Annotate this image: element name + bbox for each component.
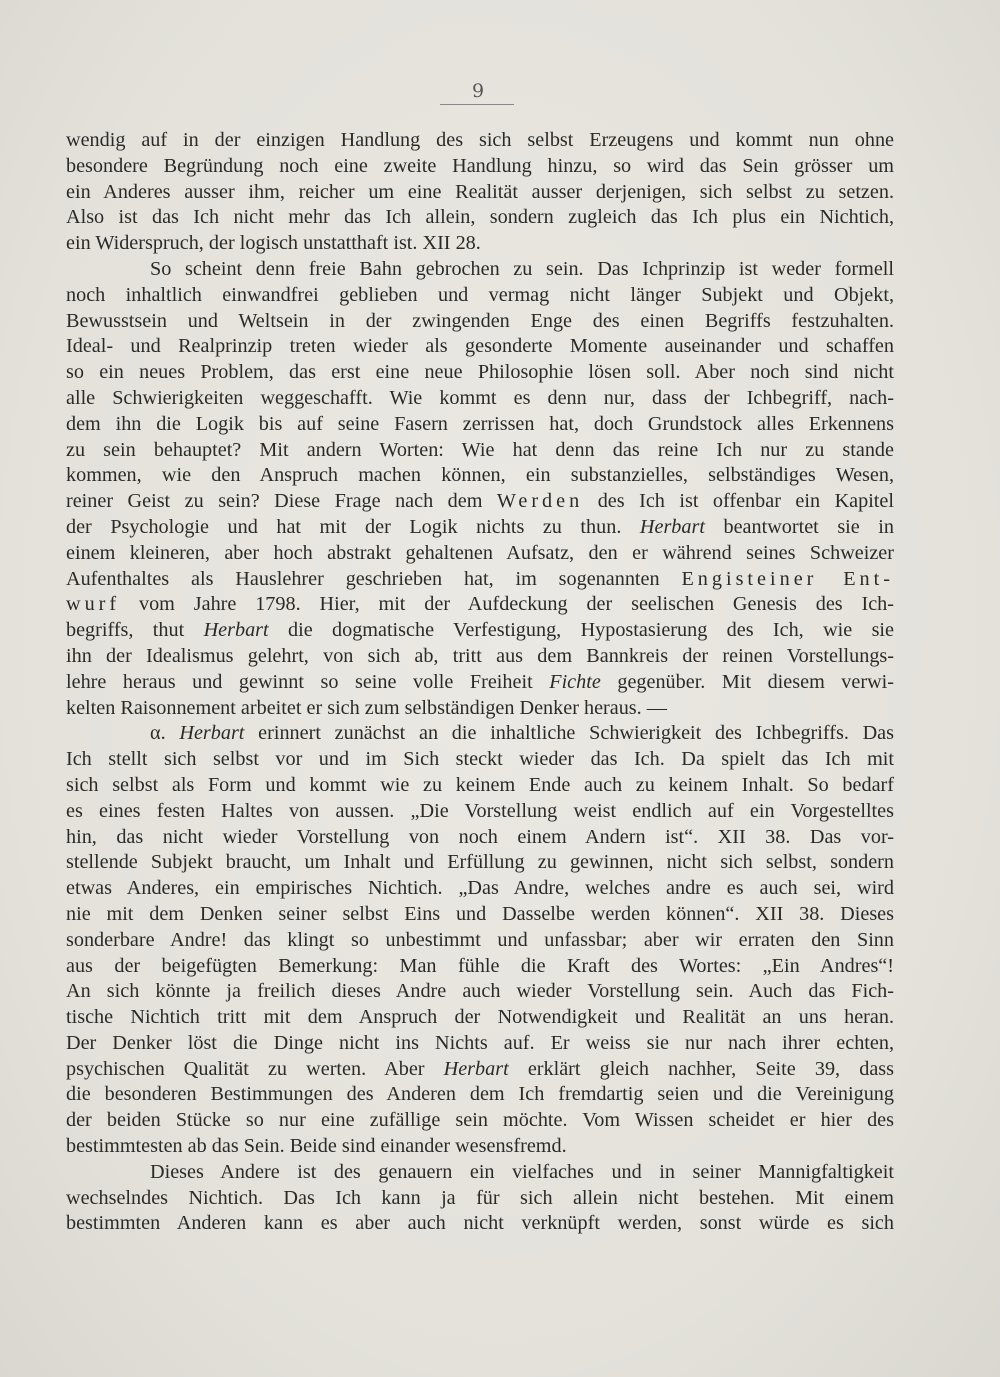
text-line	[66, 928, 894, 954]
line-text: beantwortet sie in	[704, 515, 894, 538]
line-text: lehre heraus und gewinnt so seine volle Freiheit	[66, 670, 550, 693]
text-line	[66, 696, 894, 722]
line-text: stellende Subjekt braucht, um Inhalt und Erfüllung zu gewinnen, nicht sich selbst, sondern	[66, 851, 894, 874]
text-line	[66, 773, 894, 799]
line-text: bestimmten Anderen kann es aber auch nicht verknüpft werden, sonst würde es sich	[66, 1212, 894, 1235]
italic-name: Herbart	[639, 515, 705, 538]
line-text: Dieses Andere ist des genauern ein vielfaches und in seiner Mannigfaltigkeit	[150, 1160, 894, 1183]
line-text: noch inhaltlich einwandfrei geblieben und vermag nicht länger Subjekt und Objekt,	[66, 283, 894, 306]
text-line	[66, 541, 894, 567]
line-text: α.	[150, 722, 180, 745]
line-text: kommen, wie den Anspruch machen können, ein substanzielles, selbständiges Wesen,	[66, 464, 894, 487]
line-text: hin, das nicht wieder Vorstellung von noch einem Andern ist“. XII 38. Das vor-	[66, 825, 894, 848]
line-text: gegenüber. Mit diesem verwi-	[600, 670, 894, 693]
line-text: Also ist das Ich nicht mehr das Ich allein, sondern zugleich das Ich plus ein Nichtich,	[66, 206, 894, 229]
text-line	[66, 592, 894, 618]
text-line	[66, 567, 894, 593]
italic-name: Herbart	[203, 619, 269, 642]
text-line	[66, 644, 894, 670]
spaced-emphasis: Werden	[496, 490, 584, 513]
line-text: wechselndes Nichtich. Das Ich kann ja für sich allein nicht bestehen. Mit einem	[66, 1186, 894, 1209]
line-text: tische Nichtich tritt mit dem Anspruch der Notwendigkeit und Realität an uns heran.	[66, 1006, 894, 1029]
text-line	[66, 463, 894, 489]
spaced-emphasis: wurf	[66, 593, 121, 616]
italic-name: Herbart	[179, 722, 245, 745]
line-text: ein Anderes ausser ihm, reicher um eine Realität ausser derjenigen, sich selbst zu setzen.	[66, 180, 894, 203]
body-text	[66, 128, 894, 1237]
line-text: zu sein behauptet? Mit andern Worten: Wie hat denn das reine Ich nur zu stande	[66, 438, 894, 461]
text-line	[66, 309, 894, 335]
line-text: Ideal- und Realprinzip treten wieder als gesonderte Momente auseinander und schaffen	[66, 335, 894, 358]
text-line	[66, 825, 894, 851]
line-text: aus der beigefügten Bemerkung: Man fühle die Kraft des Wortes: „Ein Andres“!	[66, 954, 894, 977]
line-text: nie mit dem Denken seiner selbst Eins und Dasselbe werden können“. XII 38. Dieses	[66, 902, 894, 925]
italic-name: Fichte	[549, 670, 601, 693]
line-text: besondere Begründung noch eine zweite Handlung hinzu, so wird das Sein grösser um	[66, 154, 894, 177]
line-text: vom Jahre 1798. Hier, mit der Aufdeckung der seelischen Genesis des Ich-	[120, 593, 894, 616]
text-line	[66, 1160, 894, 1186]
text-line	[66, 1134, 894, 1160]
line-text: sich selbst als Form und kommt wie zu keinem Ende auch zu keinem Inhalt. So bedarf	[66, 773, 894, 796]
text-line	[66, 257, 894, 283]
line-text: Bewusstsein und Weltsein in der zwingenden Enge des einen Begriffs festzuhalten.	[66, 309, 894, 332]
text-line	[66, 283, 894, 309]
text-line	[66, 1057, 894, 1083]
line-text: Aufenthaltes als Hauslehrer geschrieben hat, im sogenannten	[66, 567, 682, 590]
line-text: Der Denker löst die Dinge nicht ins Nichts auf. Er weiss sie nur nach ihrer echten,	[66, 1031, 894, 1054]
text-line	[66, 386, 894, 412]
line-text: reiner Geist zu sein? Diese Frage nach dem	[66, 490, 497, 513]
text-line	[66, 1186, 894, 1212]
text-line	[66, 1108, 894, 1134]
line-text: des Ich ist offenbar ein Kapitel	[583, 490, 894, 513]
line-text: begriffs, thut	[66, 619, 204, 642]
text-line	[66, 1031, 894, 1057]
line-text: die dogmatische Verfestigung, Hypostasierung des Ich, wie sie	[268, 619, 894, 642]
line-text: bestimmtesten ab das Sein. Beide sind einander wesensfremd.	[66, 1135, 567, 1158]
line-text: der Psychologie und hat mit der Logik nichts zu thun.	[66, 515, 640, 538]
text-line	[66, 334, 894, 360]
text-line	[66, 979, 894, 1005]
line-text: einem kleineren, aber hoch abstrakt gehaltenen Aufsatz, den er während seines Schweizer	[66, 541, 894, 564]
line-text: ihn der Idealismus gelehrt, von sich ab, tritt aus dem Bannkreis der reinen Vorstellungs-	[66, 644, 894, 667]
text-line	[66, 489, 894, 515]
header-rule	[440, 104, 514, 105]
line-text: erklärt gleich nachher, Seite 39, dass	[508, 1057, 894, 1080]
text-line	[66, 618, 894, 644]
text-line	[66, 902, 894, 928]
text-line	[66, 799, 894, 825]
text-line	[66, 360, 894, 386]
line-text: so ein neues Problem, das erst eine neue Philosophie lösen soll. Aber noch sind nicht	[66, 361, 894, 384]
text-line	[66, 128, 894, 154]
text-line	[66, 954, 894, 980]
text-line	[66, 850, 894, 876]
line-text: kelten Raisonnement arbeitet er sich zum selbständigen Denker heraus. —	[66, 696, 667, 719]
text-line	[66, 721, 894, 747]
line-text: erinnert zunächst an die inhaltliche Schwierigkeit des Ichbegriffs. Das	[244, 722, 894, 745]
text-line	[66, 412, 894, 438]
line-text: sonderbare Andre! das klingt so unbestimmt und unfassbar; aber wir erraten den Sinn	[66, 928, 894, 951]
line-text: So scheint denn freie Bahn gebrochen zu sein. Das Ichprinzip ist weder formell	[150, 257, 894, 280]
line-text: es eines festen Haltes von aussen. „Die Vorstellung weist endlich auf ein Vorgestelltes	[66, 799, 894, 822]
text-line	[66, 154, 894, 180]
line-text: psychischen Qualität zu werten. Aber	[66, 1057, 444, 1080]
line-text: An sich könnte ja freilich dieses Andre auch wieder Vorstellung sein. Auch das Fich-	[66, 980, 894, 1003]
line-text: der beiden Stücke so nur eine zufällige sein möchte. Vom Wissen scheidet er hier des	[66, 1109, 894, 1132]
text-line	[66, 438, 894, 464]
line-text: die besonderen Bestimmungen des Anderen dem Ich fremdartig seien und die Vereinigung	[66, 1083, 894, 1106]
line-text: Ich stellt sich selbst vor und im Sich steckt wieder das Ich. Da spielt das Ich mit	[66, 748, 894, 771]
line-text: alle Schwierigkeiten weggeschafft. Wie kommt es denn nur, dass der Ichbegriff, nach-	[66, 386, 894, 409]
line-text: dem ihn die Logik bis auf seine Fasern zerrissen hat, doch Grundstock alles Erkennens	[66, 412, 894, 435]
spaced-emphasis: Engisteiner Ent-	[681, 567, 894, 590]
text-line	[66, 515, 894, 541]
text-line	[66, 747, 894, 773]
text-line	[66, 670, 894, 696]
text-line	[66, 1005, 894, 1031]
text-line	[66, 205, 894, 231]
text-line	[66, 1211, 894, 1237]
text-line	[66, 876, 894, 902]
text-line	[66, 1082, 894, 1108]
line-text: wendig auf in der einzigen Handlung des sich selbst Erzeugens und kommt nun ohne	[66, 129, 894, 151]
page-number: 9	[471, 80, 485, 102]
line-text: ein Widerspruch, der logisch unstatthaft ist. XII 28.	[66, 232, 481, 255]
line-text: etwas Anderes, ein empirisches Nichtich. „Das Andre, welches andre es auch sei, wird	[66, 877, 894, 900]
italic-name: Herbart	[443, 1057, 509, 1080]
text-line	[66, 180, 894, 206]
text-line	[66, 231, 894, 257]
